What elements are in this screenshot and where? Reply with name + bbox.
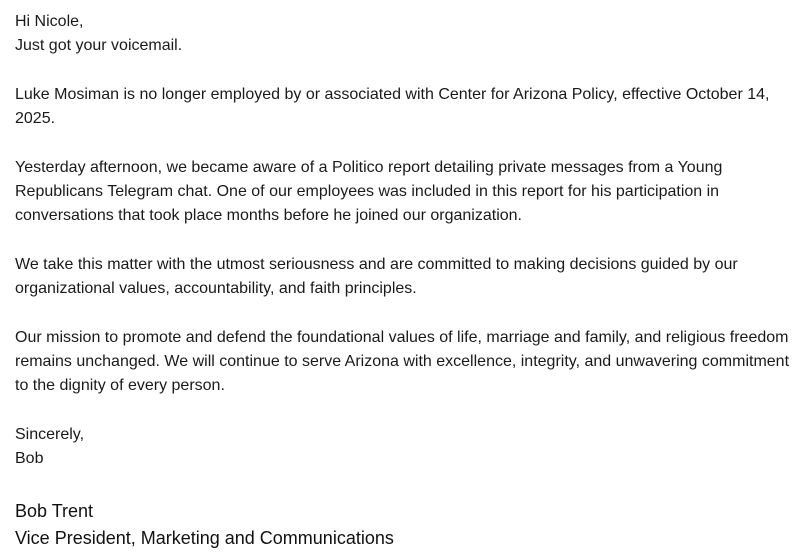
signature-title: Vice President, Marketing and Communications [15, 528, 394, 548]
paragraph-values: We take this matter with the utmost seriousness and are committed to making decisions guided by our organizational values, accountability, and faith principles. [15, 255, 738, 298]
signature-name: Bob Trent [15, 501, 94, 521]
email-body [15, 10, 795, 496]
paragraph-mission: Our mission to promote and defend the foundational values of life, marriage and family, and religious freedom remains unchanged. We will continue to serve Arizona with excellence, integrity, and unwavering commitment to the dignity of every person. [15, 328, 790, 395]
closing: Sincerely, [15, 426, 85, 444]
greeting: Hi Nicole, [15, 13, 84, 30]
intro-line: Just got your voicemail. [15, 37, 183, 55]
paragraph-announcement: Luke Mosiman is no longer employed by or associated with Center for Arizona Policy, effective October 14, 2025. [15, 85, 770, 128]
sender-short-name: Bob [15, 450, 44, 468]
email-signature [15, 498, 795, 552]
paragraph-context: Yesterday afternoon, we became aware of a Politico report detailing private messages from a Young Republicans Telegram chat. One of our employees was included in this report for his participation in conversations that took place months before he joined our organization. [15, 158, 723, 225]
greeting-block [15, 10, 795, 59]
closing-block [15, 423, 795, 472]
